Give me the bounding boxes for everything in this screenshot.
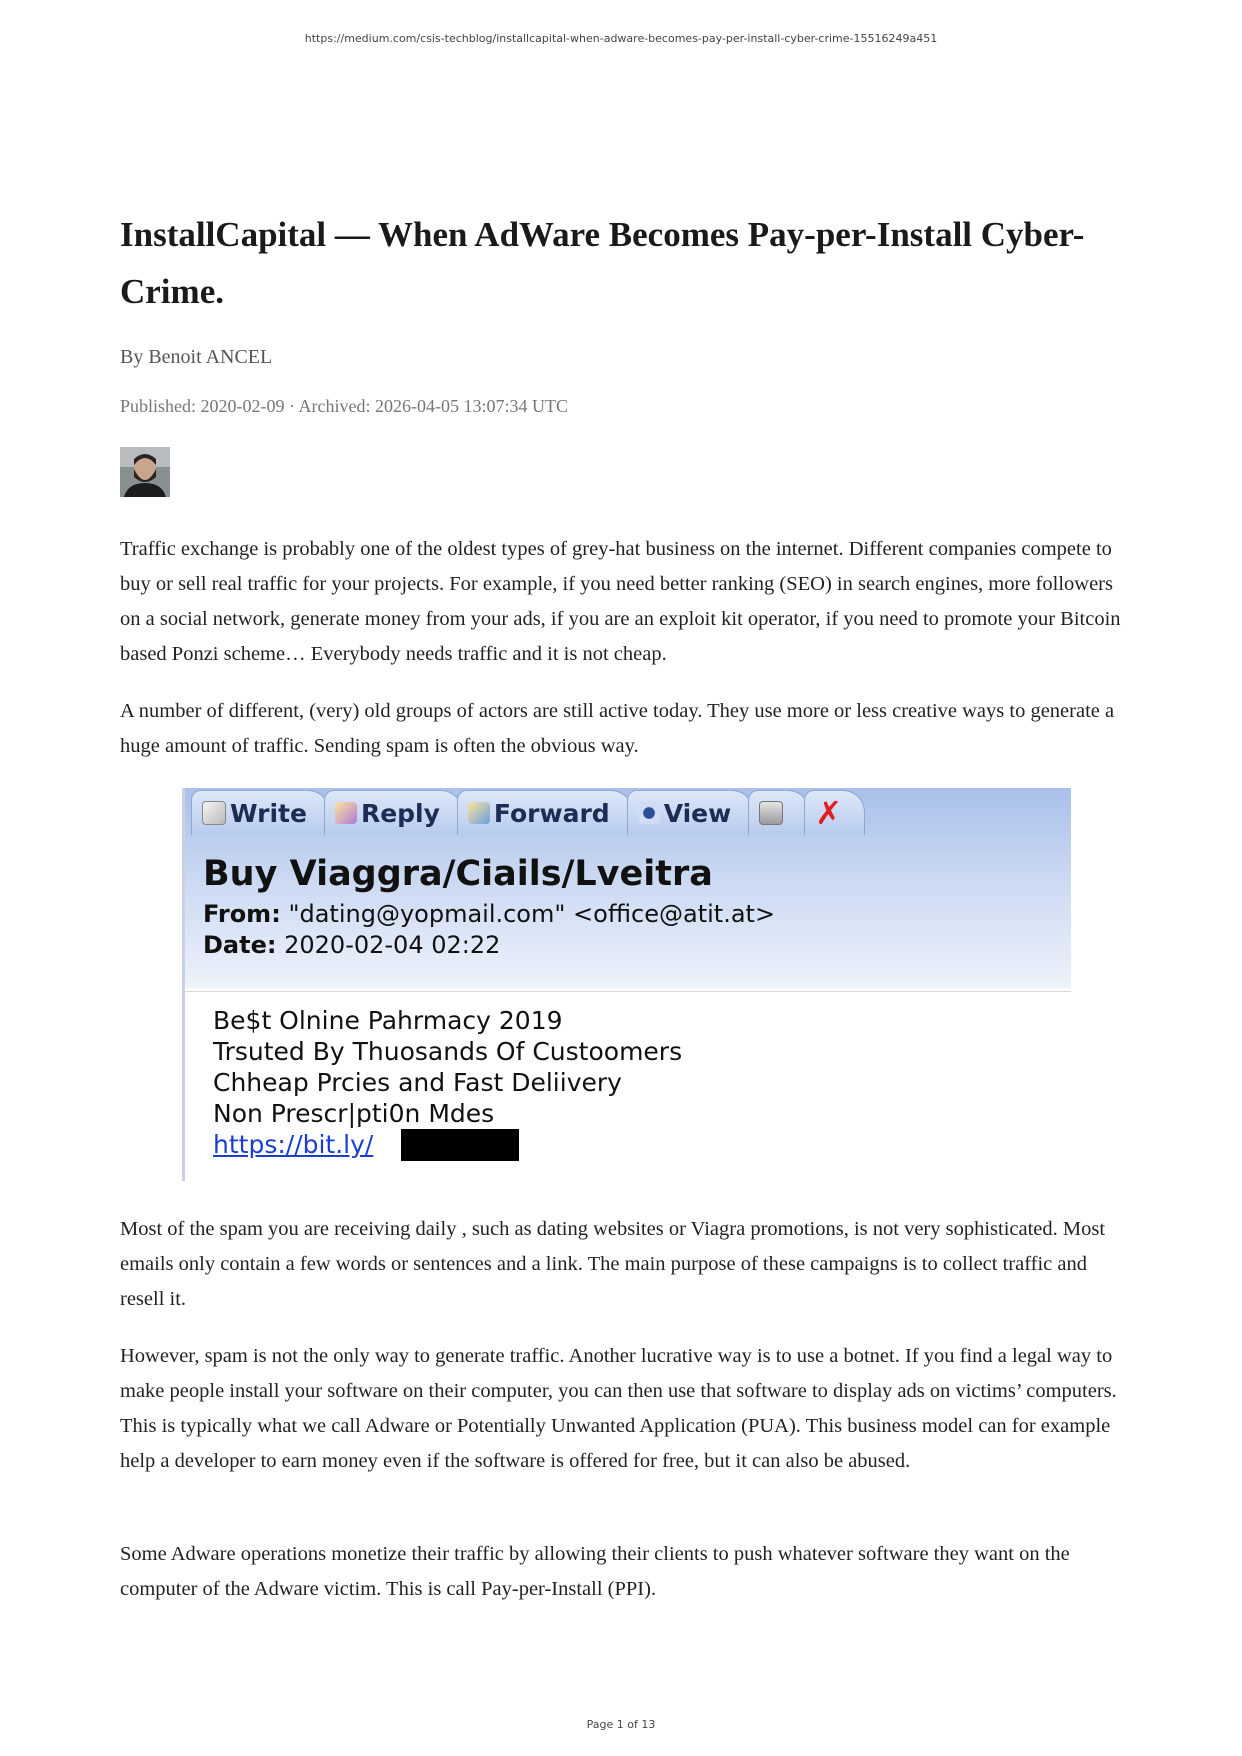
email-body-line: Trsuted By Thuosands Of Custoomers [213,1037,683,1066]
forward-icon [468,802,490,824]
article-meta: Published: 2020-02-09 · Archived: 2026-04-05 13:07:34 UTC [120,396,568,416]
article-title: InstallCapital — When AdWare Becomes Pay-per-Install Cyber-Crime. [120,215,1085,311]
tab-write-label: Write [230,798,307,828]
paragraph: Most of the spam you are receiving daily , such as dating websites or Viagra promotions, is not very sophisticated. Most emails only contain a few words or sentences and a link. The main purpose of these campaigns is to collect traffic and resell it. [120,1218,1106,1310]
email-date [203,931,500,959]
eye-icon [638,802,660,824]
write-icon [202,801,226,825]
paragraph: Some Adware operations monetize their traffic by allowing their clients to push whatever software they want on the computer of the Adware victim. This is call Pay-per-Install (PPI). [120,1543,1070,1600]
author-photo-icon [120,447,170,497]
tab-reply-label: Reply [360,798,440,828]
paragraph: However, spam is not the only way to generate traffic. Another lucrative way is to use a botnet. If you find a legal way to make people install your software on their computer, you can then use that software to display ads on victims’ computers. This is typically what we call Adware or Potentially Unwanted Application (PUA). This business model can for example help a developer to earn money even if the software is offered for free, but it can also be abused. [120,1345,1117,1472]
email-subject: Buy Viaggra/Ciails/Lveitra [203,854,713,894]
email-date-value: 2020-02-04 02:22 [284,931,501,959]
email-link: https://bit.ly/ [213,1130,374,1159]
tab-write [191,790,330,835]
email-body-line: Non Prescr|pti0n Mdes [213,1099,495,1128]
email-from [203,900,775,928]
email-date-label: Date: [203,931,277,959]
tab-forward [457,790,633,835]
printer-icon [759,801,783,825]
paragraph: Traffic exchange is probably one of the oldest types of grey-hat business on the internet. Different companies compete to buy or sell real traffic for your projects. For example, if you need better ranking (SEO) in search engines, more followers on a social network, generate money from your ads, if you are an exploit kit operator, if you need to promote your Bitcoin based Ponzi scheme… Everybody needs traffic and it is not cheap. [120,538,1121,665]
source-url: https://medium.com/csis-techblog/installcapital-when-adware-becomes-pay-per-install-cyber-crime-15516249a451 [304,32,938,45]
paragraph: A number of different, (very) old groups of actors are still active today. They use more or less creative ways to generate a huge amount of traffic. Sending spam is often the obvious way. [120,700,1115,757]
tab-print [748,790,810,835]
email-from-value: "dating@yopmail.com" <office@atit.at> [288,900,776,928]
email-from-label: From: [203,900,281,928]
email-toolbar [191,790,859,834]
redaction-bar [401,1129,519,1161]
email-body-line: Chheap Prcies and Fast Deliivery [213,1068,622,1097]
tab-forward-label: Forward [493,798,610,828]
email-divider [185,991,1071,992]
author-avatar [120,447,170,497]
article-author: By Benoit ANCEL [120,346,273,368]
tab-delete [804,790,865,835]
tab-view-label: View [663,798,732,828]
spam-email-screenshot [182,788,1071,1181]
reply-icon [335,802,357,824]
close-icon: ✗ [815,794,843,832]
email-body-line: Be$t Olnine Pahrmacy 2019 [213,1006,563,1035]
page-number: Page 1 of 13 [586,1718,656,1731]
tab-reply [324,790,463,835]
tab-view [627,790,755,835]
